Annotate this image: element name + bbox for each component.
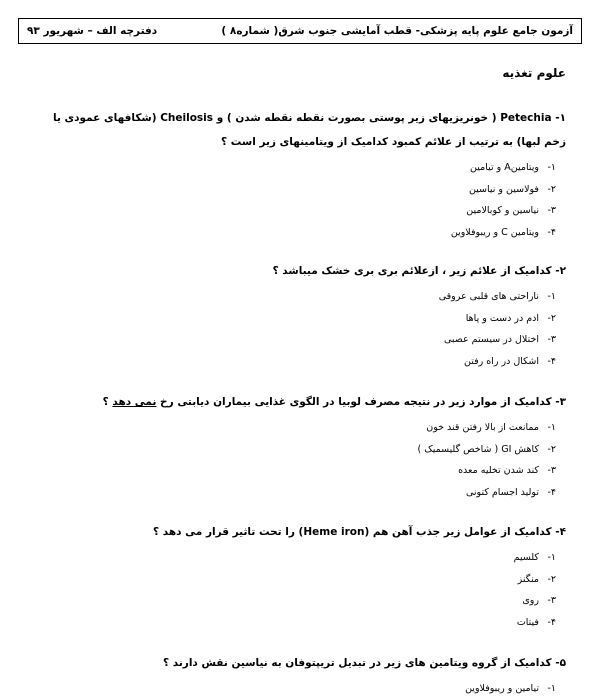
option[interactable] — [30, 157, 556, 179]
option-text: اشکال در راه رفتن — [464, 355, 539, 367]
option-text: ویتامین C و ریبوفلاوین — [450, 226, 539, 238]
question-number: ۳- — [555, 396, 566, 408]
option-number: ۳- — [547, 205, 556, 216]
option-number: ۳- — [547, 595, 556, 606]
option[interactable] — [30, 308, 556, 330]
option-text: فیتات — [516, 616, 539, 628]
question-number: ۱- — [555, 112, 566, 124]
option-number: ۳- — [547, 465, 556, 476]
option[interactable] — [30, 286, 556, 308]
option-text: ممانعت از بالا رفتن قند خون — [426, 422, 539, 433]
option-text: کلسیم — [513, 552, 539, 563]
option[interactable] — [30, 482, 556, 504]
options-list — [30, 286, 566, 372]
question-text-underlined: نمی دهد — [112, 396, 157, 408]
exam-title: آزمون جامع علوم پایه پزشکی- قطب آمایشی جنوب شرق( شماره۸ ) — [221, 25, 573, 37]
option-text: کند شدن تخلیه معده — [458, 465, 539, 476]
section-title: علوم تغذیه — [502, 66, 566, 80]
question-number: ۲- — [555, 265, 566, 277]
option-number: ۴- — [547, 355, 556, 367]
option[interactable] — [30, 590, 556, 612]
option[interactable] — [30, 200, 556, 222]
option-number: ۴- — [547, 486, 556, 498]
question-text: کدامیک از علائم زیر ، ازعلائم بری بری خشک میباشد ؟ — [272, 265, 552, 277]
option[interactable] — [30, 569, 556, 591]
option-number: ۴- — [547, 226, 556, 238]
option[interactable] — [30, 351, 556, 373]
question-number: ۵- — [555, 657, 566, 669]
option[interactable] — [30, 179, 556, 201]
option-text: ادم در دست و پاها — [465, 312, 539, 324]
option-number: ۲- — [547, 183, 556, 195]
question-text: Petechia ( خونریزیهای زیر پوستی بصورت نقطه نقطه شدن ) و Cheilosis (شکافهای عمودی یا زخم لبها) به ترتیب از علائم کمبود کدامیک از ویتامینهای زیر است ؟ — [53, 112, 566, 148]
question-4 — [30, 520, 566, 633]
question-text-end: ؟ — [102, 396, 113, 408]
option[interactable] — [30, 547, 556, 569]
option-text: نیاسین و کوبالامین — [466, 205, 539, 216]
option-text: ویتامینA و تیامین — [470, 162, 539, 173]
option-number: ۳- — [547, 334, 556, 345]
option-text: روی — [522, 595, 539, 606]
option[interactable] — [30, 460, 556, 482]
page-header — [18, 18, 582, 44]
option[interactable] — [30, 439, 556, 461]
option-number: ۴- — [547, 616, 556, 628]
option-number: ۲- — [547, 573, 556, 585]
question-number: ۴- — [555, 526, 566, 538]
question-text: کدامیک از موارد زیر در نتیجه مصرف لوبیا در الگوی غذایی بیماران دیابتی رخ — [156, 396, 552, 408]
question-5 — [30, 651, 566, 700]
booklet-label: دفترچه الف – شهریور ۹۳ — [27, 25, 158, 37]
options-list — [30, 678, 566, 700]
question-1 — [30, 106, 566, 243]
option-text: تیامین و ریبوفلاوین — [465, 683, 539, 694]
option-number: ۱- — [547, 162, 556, 173]
option-number: ۱- — [547, 422, 556, 433]
question-2 — [30, 259, 566, 372]
question-text: کدامیک از عوامل زیر جذب آهن هم (Heme iron) را تحت تاثیر قرار می دهد ؟ — [153, 526, 552, 538]
option-number: ۱- — [547, 552, 556, 563]
question-3 — [30, 390, 566, 503]
option-text: کاهش GI ( شاخص گلیسمیک ) — [417, 443, 539, 455]
options-list — [30, 157, 566, 243]
option-text: ناراحتی های قلبی عروقی — [438, 291, 539, 302]
option[interactable] — [30, 417, 556, 439]
option-text: منگنز — [517, 573, 539, 585]
option[interactable] — [30, 612, 556, 634]
option-text: تولید اجسام کتونی — [466, 486, 539, 498]
question-text: کدامیک از گروه ویتامین های زیر در تبدیل تریپتوفان به نیاسین نقش دارند ؟ — [163, 657, 552, 669]
option-text: اختلال در سیستم عصبی — [443, 334, 539, 345]
options-list — [30, 417, 566, 503]
option-number: ۲- — [547, 443, 556, 455]
option-number: ۲- — [547, 312, 556, 324]
option-number: ۱- — [547, 683, 556, 694]
option[interactable] — [30, 222, 556, 244]
option[interactable] — [30, 329, 556, 351]
options-list — [30, 547, 566, 633]
option-number: ۱- — [547, 291, 556, 302]
option-text: فولاسین و نیاسین — [468, 183, 539, 195]
option[interactable] — [30, 678, 556, 700]
